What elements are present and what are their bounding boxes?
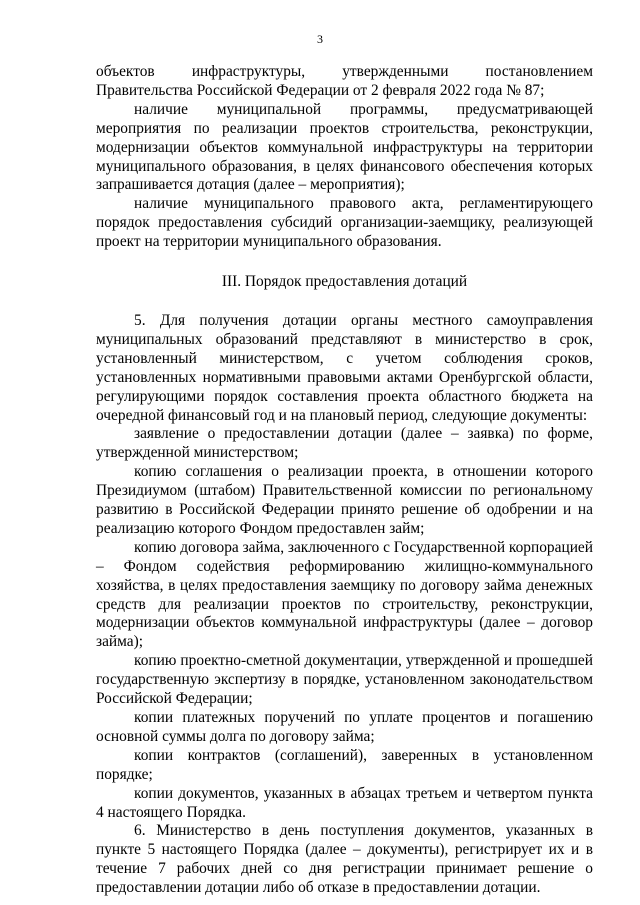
paragraph: копии документов, указанных в абзацах третьем и четвертом пункта 4 настоящего Порядка. (96, 784, 593, 821)
paragraph: объектов инфраструктуры, утвержденными постановлением Правительства Российской Федерации от 2 февраля 2022 года № 87; (96, 63, 593, 99)
paragraph: 6. Министерство в день поступления документов, указанных в пункте 5 настоящего Порядка (далее – документы), регистрирует их и в течение 7 рабочих дней со дня регистрации принимает решение о предоставлении дотации либо об отказе в предоставлении дотации. (96, 822, 593, 897)
paragraph: копию соглашения о реализации проекта, в отношении которого Президиумом (штабом) Правительственной комиссии по региональному развитию в Российской Федерации принято решение об одобрении и на реализацию которого Фондом предоставлен займ; (96, 463, 593, 537)
page-number: 3 (317, 32, 323, 46)
paragraph: копию договора займа, заключенного с Государственной корпорацией – Фондом содействия реформированию жилищно-коммунального хозяйства, в целях предоставления заемщику по договору займа денежных средств для реализации проектов по строительству, реконструкции, модернизации объектов коммунальной инфраструктуры (далее – договор займа); (96, 538, 594, 651)
paragraph: заявление о предоставлении дотации (далее – заявка) по форме, утвержденной министерством; (96, 425, 593, 462)
paragraph: копии платежных поручений по уплате процентов и погашению основной суммы долга по договору займа; (96, 709, 593, 745)
paragraph: наличие муниципальной программы, предусматривающей мероприятия по реализации проектов строительства, реконструкции, модернизации объектов коммунальной инфраструктуры на территории муниципального образования, в целях финансового обеспечения которых запрашивается дотация (далее – мероприятия); (96, 100, 593, 194)
paragraph: копию проектно-сметной документации, утвержденной и прошедшей государственную экспертизу в порядке, установленном законодательством Российской Федерации; (96, 652, 593, 708)
section-heading: III. Порядок предоставления дотаций (221, 273, 468, 291)
paragraph: наличие муниципального правового акта, регламентирующего порядок предоставления субсидий организации-заемщику, реализующей проект на территории муниципального образования. (96, 195, 593, 251)
paragraph: копии контрактов (соглашений), заверенных в установленном порядке; (96, 746, 593, 783)
paragraphs-top (96, 63, 593, 252)
paragraphs-bottom (96, 312, 593, 898)
document-body (96, 63, 593, 898)
paragraph: 5. Для получения дотации органы местного самоуправления муниципальных образований представляют в министерство в срок, установленный министерством, с учетом соблюдения сроков, установленных нормативными правовыми актами Оренбургской области, регулирующими порядок составления проекта областного бюджета на очередной финансовый год и на плановый период, следующие документы: (96, 311, 593, 424)
